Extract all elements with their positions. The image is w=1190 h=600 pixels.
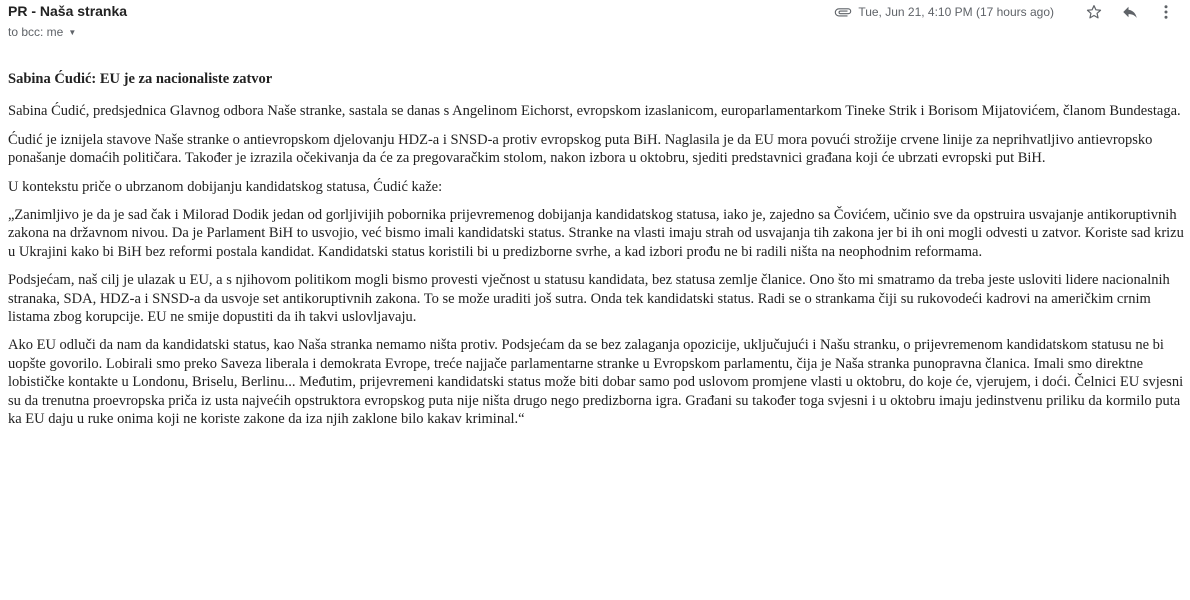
quote-paragraph: Podsjećam, naš cilj je ulazak u EU, a s njihovom politikom mogli bismo provesti vječnost u statusu kandidata, bez statusa zemlje članice. Ono što mi smatramo da treba jeste usloviti lidere nacionalnih stranaka, SDA, HDZ-a i SNSD-a da usvoje set antikoruptivnih zakona. To se može uraditi još sutra. Onda tek kandidatski status. Radi se o strankama čiji su rukovodeći kadrovi na američkim crnim listama zbog korupcije. EU ne smije dopustiti da ih takvi uslovljavaju. bbox=[8, 272, 1170, 326]
email-header bbox=[0, 0, 1190, 48]
more-vert-icon[interactable] bbox=[1156, 2, 1176, 22]
recipient-details-toggle[interactable] bbox=[8, 25, 76, 39]
quote-paragraph: Ako EU odluči da nam da kandidatski status, kao Naša stranka nemamo ništa protiv. Podsjećam da se bez zalaganja opozicije, uključujući i Našu stranku, o prijevremenom kandidatskom statusu ne bi uopšte govorilo. Lobirali smo preko Saveza liberala i demokrata Evrope, treće najjače parlamentarne stranke u Evropskom parlamentu, čija je Naša stranka punopravna članica. Imali smo direktne lobističke kontakte u Londonu, Briselu, Berlinu... Međutim, prijevremeni kandidatski status može biti dobar samo pod uslovom promjene vlasti u oktobru, do koje će, vjerujem, i doći. Čelnici EU svjesni su da trenutna proevropska priča iz usta najvećih opstruktora evropskog puta nije ništa drugo nego predizborna igra. Građani su također toga svjesni i u oktobru imaju jedinstvenu priliku da kormilo puta ka EU daju u ruke onima koji ne koriste zakone da iza njih zaklone bilo kakav kriminal.“ bbox=[8, 337, 1184, 428]
chevron-down-icon[interactable]: ▼ bbox=[68, 28, 77, 37]
paragraph: Ćudić je iznijela stavove Naše stranke o antievropskom djelovanju HDZ-a i SNSD-a protiv evropskog puta BiH. Naglasila je da EU mora povući strožije crvene linije za neprihvatljivo antievropsko ponašanje domaćih političara. Također je izrazila očekivanja da će za pregovaračkim stolom, nakon izbora u oktobru, sjediti predstavnici građana koji će ubrzati evropski put BiH. bbox=[8, 131, 1153, 167]
email-meta bbox=[834, 2, 1176, 22]
reply-icon[interactable] bbox=[1120, 2, 1140, 22]
article-title: Sabina Ćudić: EU je za nacionaliste zatvor bbox=[8, 71, 273, 87]
recipient-line: to bcc: me bbox=[8, 25, 64, 39]
paragraph: Sabina Ćudić, predsjednica Glavnog odbora Naše stranke, sastala se danas s Angelinom Eichorst, evropskom izaslanicom, europarlamentarkom Tineke Strik i Borisom Mijatovićem, članom Bundestaga. bbox=[8, 103, 1181, 120]
star-icon[interactable] bbox=[1084, 2, 1104, 22]
paragraph: U kontekstu priče o ubrzanom dobijanju kandidatskog statusa, Ćudić kaže: bbox=[8, 178, 443, 195]
sender-name[interactable]: PR - Naša stranka bbox=[8, 3, 128, 19]
email-body bbox=[8, 70, 1184, 439]
quote-paragraph: „Zanimljivo je da je sad čak i Milorad Dodik jedan od gorljivijih pobornika prijevremenog dobijanja kandidatskog statusa, iako je, zajedno sa Čovićem, učinio sve da opstruira usvajanje antikoruptivnih zakona na državnom nivou. Da je Parlament BiH to usvojio, već bismo imali kandidatski status. Stranke na vlasti imaju strah od usvajanja tih zakona jer bi ih oni mogli odvesti u zatvor. Koriste sad krizu u Ukrajini kako bi BiH bez reformi postala kandidat. Kandidatski status koristili bi u predizborne svrhe, a kad izbori prođu ne bi radili ništa na neophodnim reformama. bbox=[8, 207, 1184, 260]
paperclip-icon bbox=[834, 3, 852, 21]
email-date: Tue, Jun 21, 4:10 PM (17 hours ago) bbox=[858, 5, 1054, 19]
